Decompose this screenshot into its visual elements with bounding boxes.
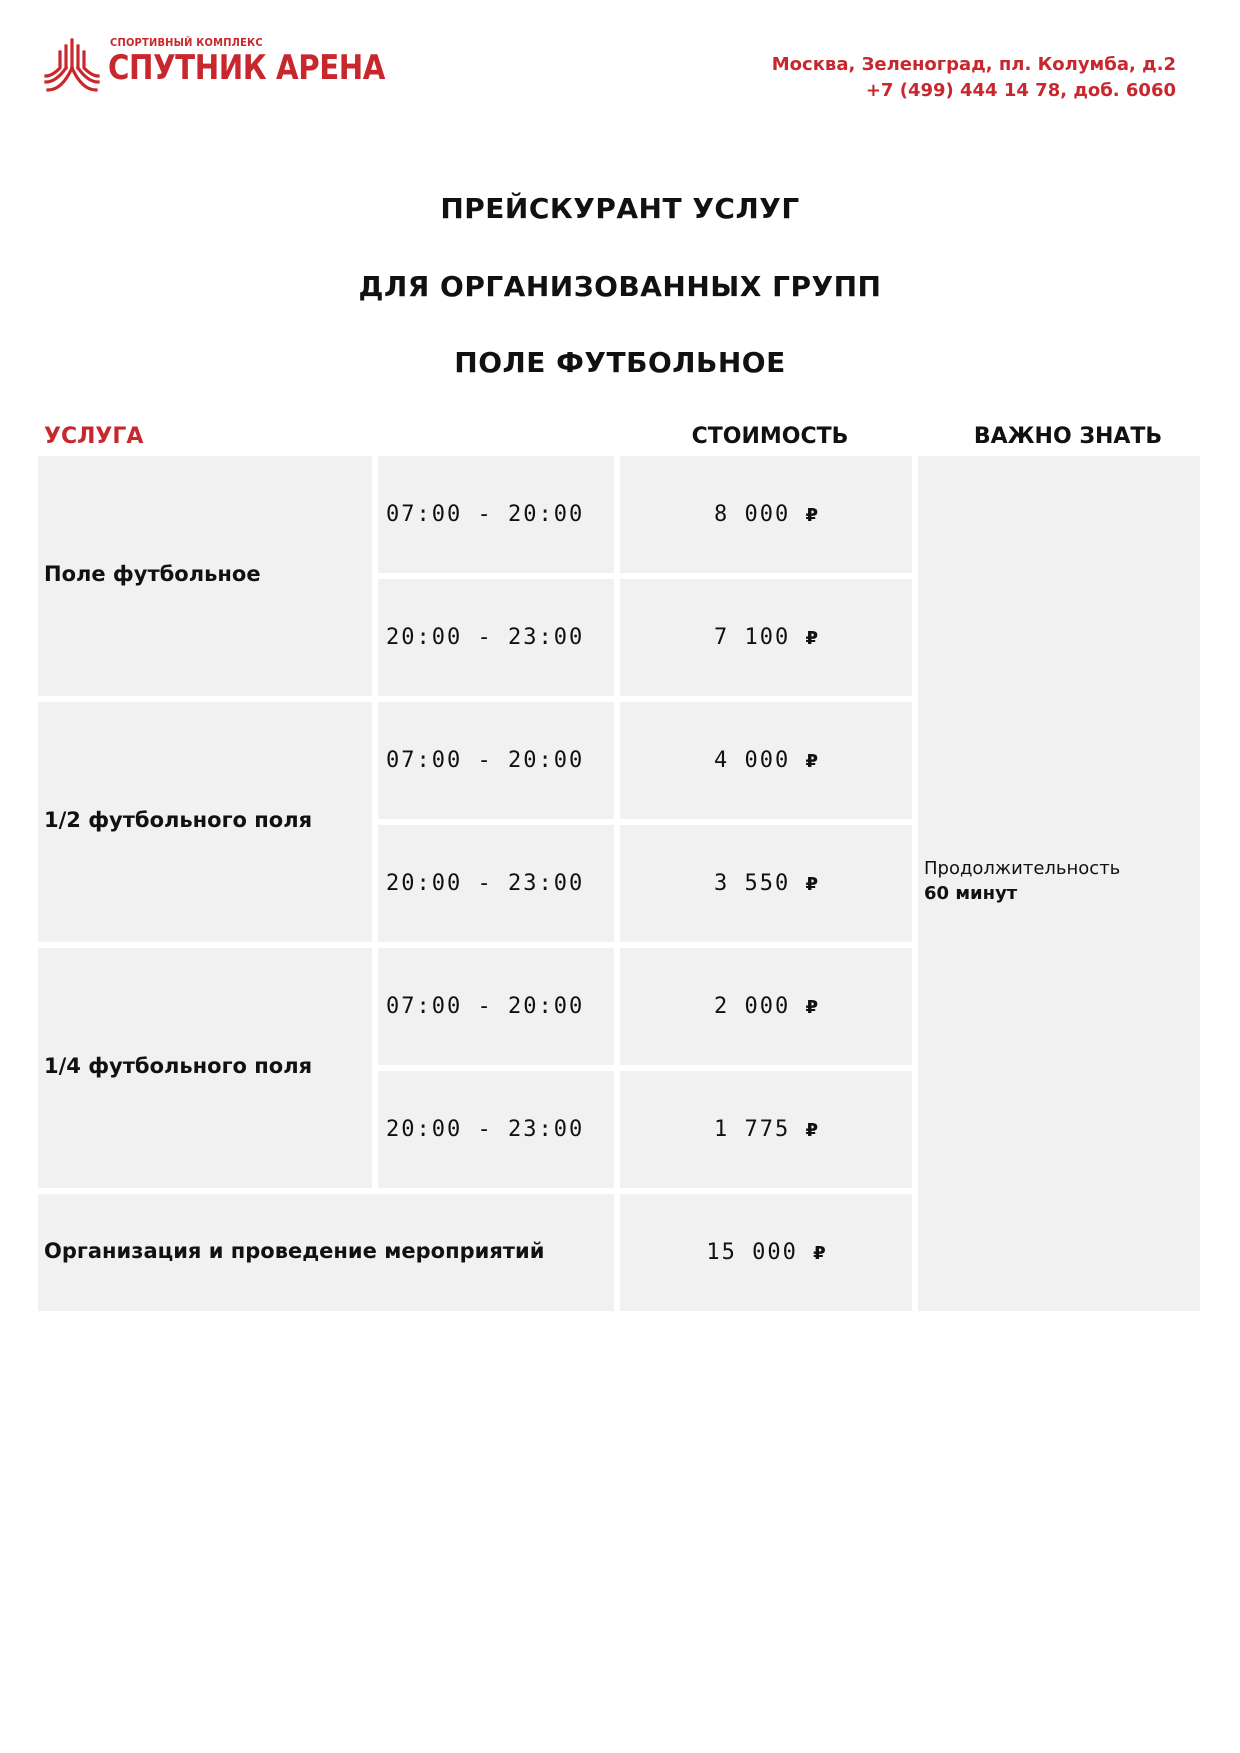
service-name: Поле футбольное <box>44 562 261 586</box>
phone: +7 (499) 444 14 78, доб. 6060 <box>865 80 1176 101</box>
logo <box>44 34 385 98</box>
ruble-icon: ₽ <box>805 505 818 526</box>
info-note <box>924 856 1120 906</box>
price-value: 8 000 ₽ <box>713 502 818 527</box>
ruble-icon: ₽ <box>805 628 818 649</box>
ruble-icon: ₽ <box>805 874 818 895</box>
column-price: СТОИМОСТЬ <box>691 424 849 449</box>
price-value: 2 000 ₽ <box>713 994 818 1019</box>
price-value: 1 775 ₽ <box>713 1117 818 1142</box>
column-service: УСЛУГА <box>44 424 144 449</box>
price-value: 15 000 ₽ <box>706 1240 826 1265</box>
time-range: 07:00 - 20:00 <box>386 502 585 527</box>
event-cell <box>38 1194 614 1311</box>
price-value: 7 100 ₽ <box>713 625 818 650</box>
service-cell <box>38 456 372 696</box>
service-name: 1/4 футбольного поля <box>44 1054 313 1078</box>
event-name: Организация и проведение мероприятий <box>44 1239 545 1263</box>
time-range: 20:00 - 23:00 <box>386 871 585 896</box>
service-cell <box>38 948 372 1188</box>
price-value: 4 000 ₽ <box>713 748 818 773</box>
price-value: 3 550 ₽ <box>713 871 818 896</box>
ruble-icon: ₽ <box>813 1243 826 1264</box>
time-range: 07:00 - 20:00 <box>386 748 585 773</box>
price-cell <box>620 579 912 696</box>
logo-title: СПУТНИК АРЕНА <box>108 48 385 88</box>
contacts <box>772 52 1176 104</box>
price-cell <box>620 1194 912 1311</box>
ruble-icon: ₽ <box>805 751 818 772</box>
ruble-icon: ₽ <box>805 1120 818 1141</box>
info-line-2: 60 минут <box>924 883 1018 904</box>
price-cell <box>620 825 912 942</box>
title-line-1: ПРЕЙСКУРАНТ УСЛУГ <box>440 192 800 225</box>
title-line-3: ПОЛЕ ФУТБОЛЬНОЕ <box>454 346 786 379</box>
info-line-1: Продолжительность <box>924 858 1121 879</box>
time-cell <box>378 825 614 942</box>
price-cell <box>620 1071 912 1188</box>
time-cell <box>378 1071 614 1188</box>
time-range: 20:00 - 23:00 <box>386 1117 585 1142</box>
service-name: 1/2 футбольного поля <box>44 808 313 832</box>
price-cell <box>620 948 912 1065</box>
time-cell <box>378 456 614 573</box>
column-info: ВАЖНО ЗНАТЬ <box>973 424 1163 449</box>
ruble-icon: ₽ <box>805 997 818 1018</box>
time-cell <box>378 702 614 819</box>
time-range: 20:00 - 23:00 <box>386 625 585 650</box>
time-cell <box>378 948 614 1065</box>
title-line-2: ДЛЯ ОРГАНИЗОВАННЫХ ГРУПП <box>358 270 882 303</box>
time-cell <box>378 579 614 696</box>
info-cell <box>918 456 1200 1311</box>
page-header <box>0 0 1240 120</box>
logo-subtitle: СПОРТИВНЫЙ КОМПЛЕКС <box>110 36 263 49</box>
price-cell <box>620 456 912 573</box>
time-range: 07:00 - 20:00 <box>386 994 585 1019</box>
arena-logo-icon <box>44 38 100 94</box>
price-cell <box>620 702 912 819</box>
service-cell <box>38 702 372 942</box>
address: Москва, Зеленоград, пл. Колумба, д.2 <box>771 54 1176 75</box>
